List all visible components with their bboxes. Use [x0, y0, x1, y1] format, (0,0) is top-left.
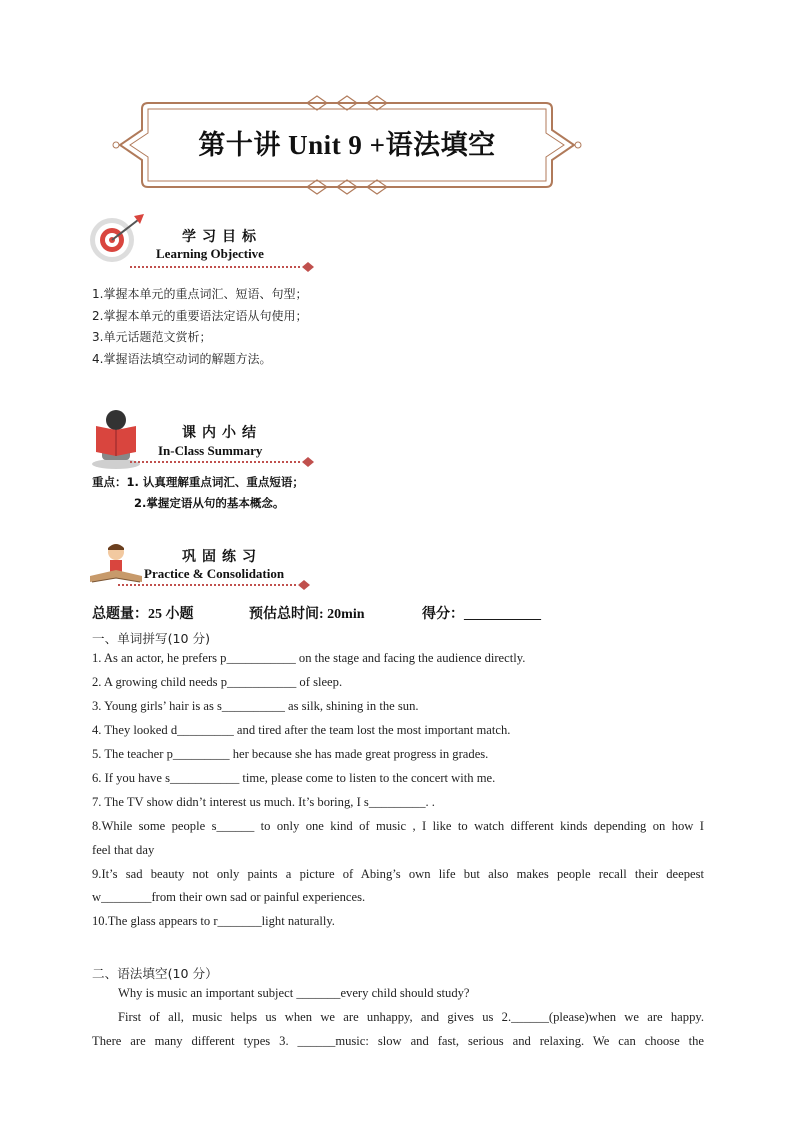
part2-heading: 二、语法填空(10 分）	[92, 966, 218, 981]
question-item: 8.While some people s______ to only one kind of music , I like to watch different kinds depending on how I	[92, 819, 704, 833]
question-item: 1. As an actor, he prefers p___________ on the stage and facing the audience directly.	[92, 651, 526, 665]
score-field: 得分：___________	[422, 607, 541, 622]
objectives-list	[92, 284, 307, 370]
section-title-cn: 课内小结	[182, 425, 262, 441]
list-item: 4.掌握语法填空动词的解题方法。	[92, 351, 272, 366]
part1-heading: 一、单词拼写(10 分)	[92, 631, 211, 646]
list-item: 3.单元话题范文赏析；	[92, 330, 212, 344]
section-header-objective	[90, 206, 325, 278]
question-item: 5. The teacher p_________ her because she has made great progress in grades.	[92, 747, 489, 761]
section-title-en: In-Class Summary	[158, 443, 263, 458]
question-item: 4. They looked d_________ and tired after the team lost the most important match.	[92, 723, 511, 737]
question-item-continued: feel that day	[92, 843, 155, 857]
total-questions: 总题量：25 小题	[92, 607, 194, 622]
question-item: 6. If you have s___________ time, please come to listen to the concert with me.	[92, 771, 496, 785]
question-item: 2. A growing child needs p___________ of sleep.	[92, 675, 343, 689]
list-item: 1.掌握本单元的重点词汇、短语、句型；	[92, 287, 308, 301]
summary-line-2: 2.掌握定语从句的基本概念。	[134, 496, 285, 510]
passage-line: First of all, music helps us when we are unhappy, and gives us 2.______(please)when we are happy.	[118, 1010, 704, 1024]
section-header-summary	[90, 404, 325, 476]
question-item: 7. The TV show didn’t interest us much. It’s boring, I s_________. .	[92, 795, 435, 809]
dotted-divider	[118, 580, 313, 590]
section-title-en: Practice & Consolidation	[144, 566, 285, 581]
section-title-cn: 学习目标	[182, 229, 262, 245]
question-item-continued: w________from their own sad or painful experiences.	[92, 890, 366, 904]
page-title: 第十讲 Unit 9 +语法填空	[198, 130, 496, 160]
passage-line: There are many different types 3. ______music: slow and fast, serious and relaxing. We can choose the	[92, 1034, 704, 1048]
estimated-time: 预估总时间: 20min	[249, 607, 365, 622]
summary-line-1: 重点：1. 认真理解重点词汇、重点短语；	[92, 475, 304, 489]
question-item: 9.It’s sad beauty not only paints a picture of Abing’s own life but also makes people recall their deepest	[92, 867, 704, 881]
question-item: 10.The glass appears to r_______light naturally.	[92, 914, 335, 928]
dotted-divider	[130, 457, 315, 467]
section-header-practice	[90, 530, 325, 602]
dotted-divider	[130, 262, 315, 272]
passage-line: Why is music an important subject _______every child should study?	[118, 986, 470, 1000]
question-item: 3. Young girls’ hair is as s__________ as silk, shining in the sun.	[92, 699, 419, 713]
section-title-cn: 巩固练习	[182, 549, 262, 565]
list-item: 2.掌握本单元的重要语法定语从句使用；	[92, 308, 308, 323]
section-title-en: Learning Objective	[156, 246, 264, 261]
